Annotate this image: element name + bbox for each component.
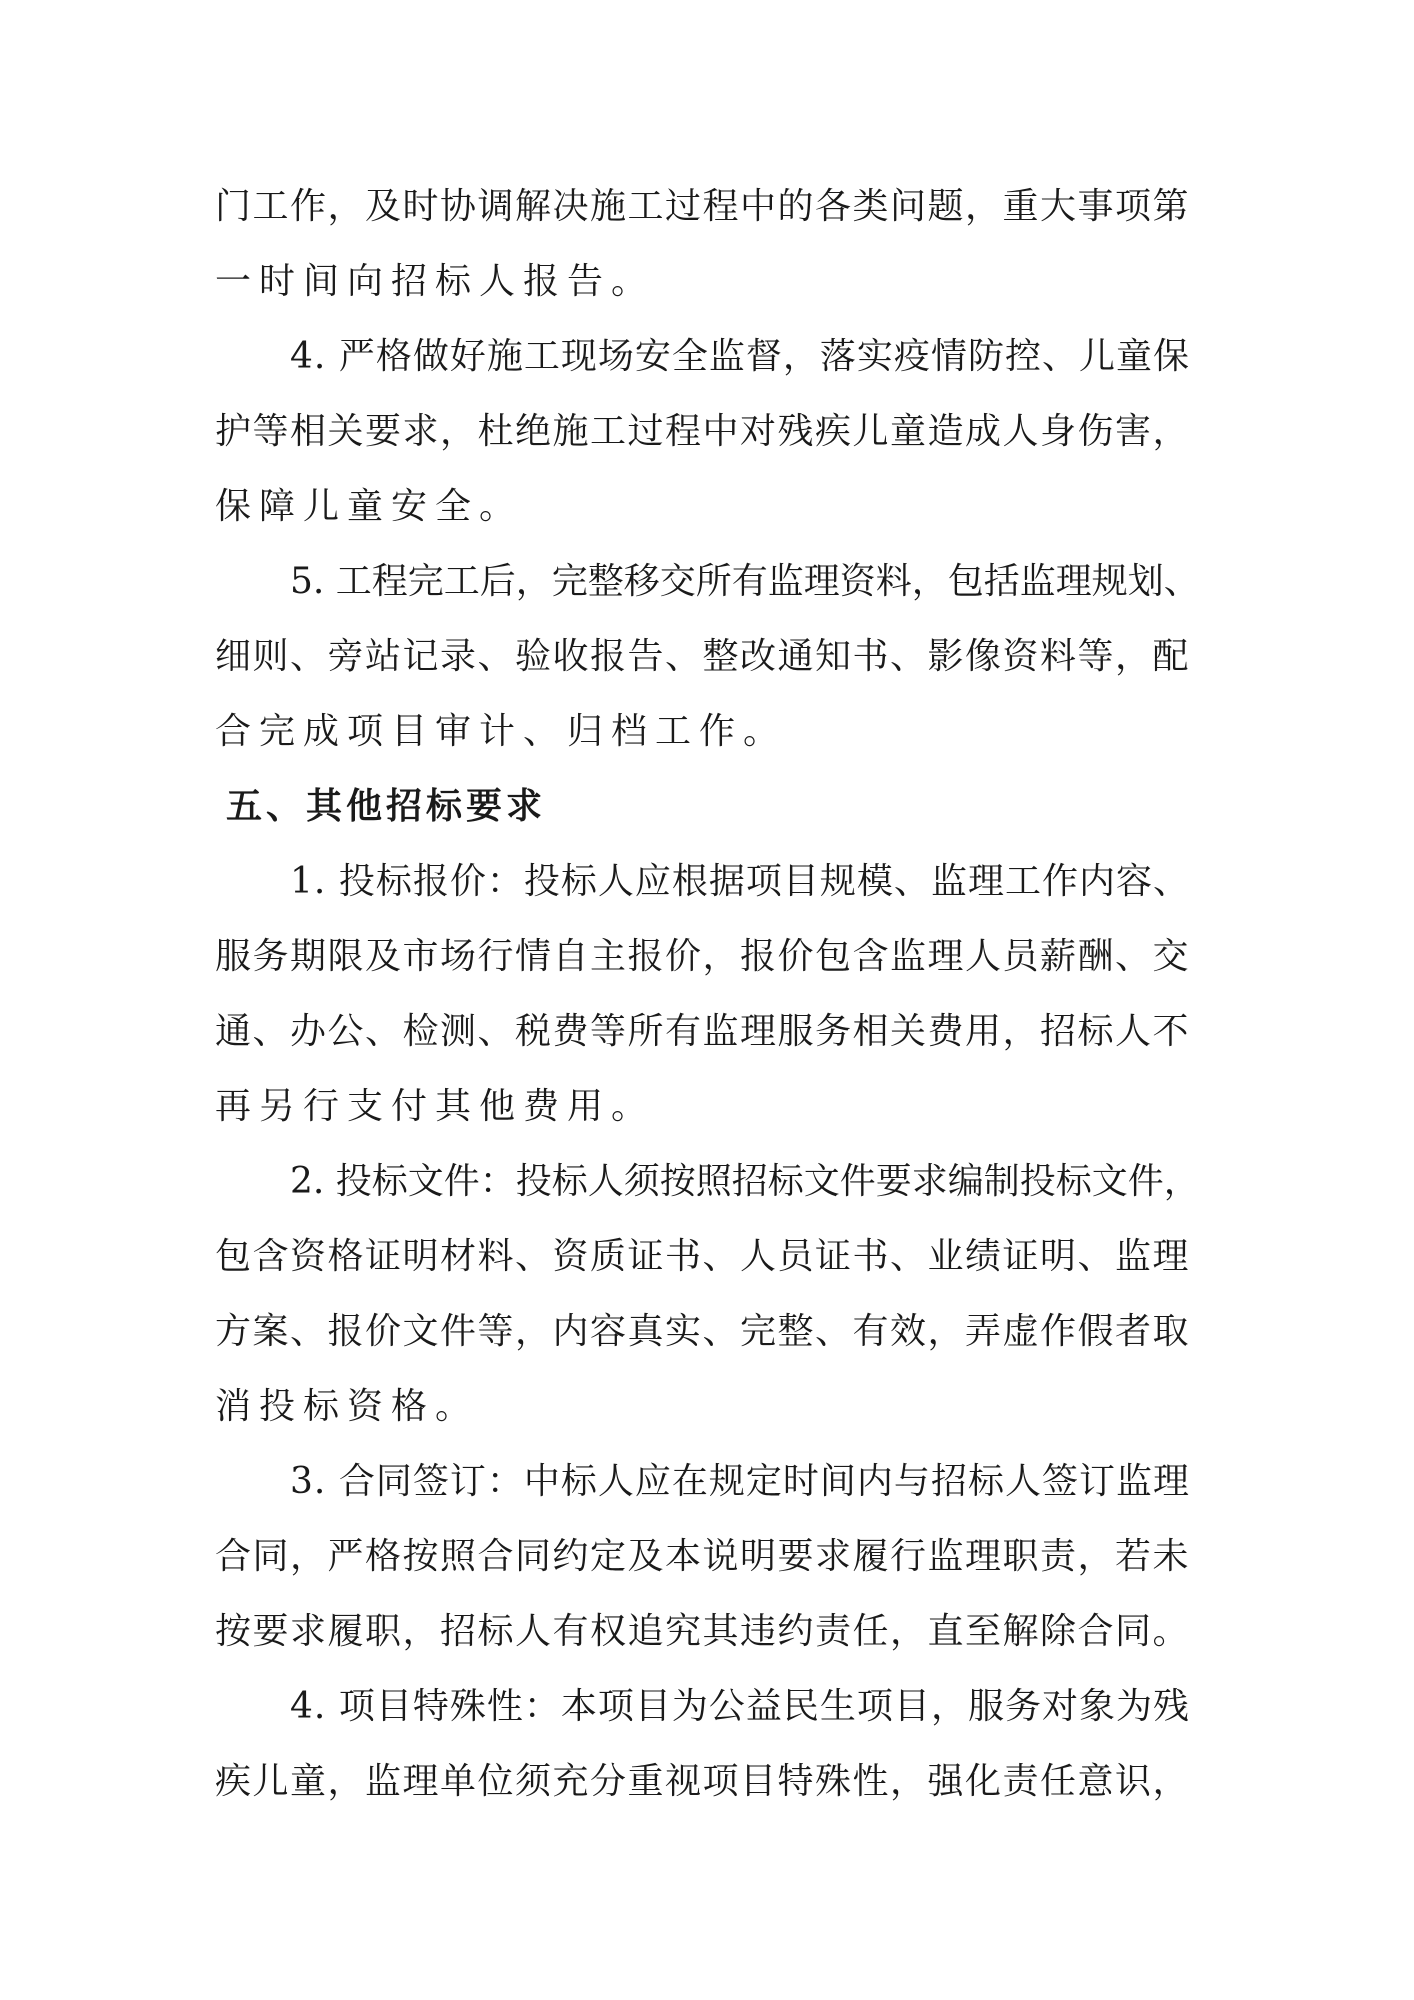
text-line: 3. 合同签订：中标人应在规定时间内与招标人签订监理: [290, 1461, 1190, 1502]
text-line: 1. 投标报价：投标人应根据项目规模、监理工作内容、: [290, 861, 1190, 902]
text-line: 门工作，及时协调解决施工过程中的各类问题，重大事项第: [215, 186, 1190, 227]
text-line: 再另行支付其他费用。: [215, 1086, 656, 1127]
text-line: 消投标资格。: [215, 1386, 480, 1427]
section-heading: 五、其他招标要求: [226, 786, 547, 827]
text-line: 合同，严格按照合同约定及本说明要求履行监理职责，若未: [215, 1536, 1190, 1577]
text-line: 4. 严格做好施工现场安全监督，落实疫情防控、儿童保: [290, 336, 1190, 377]
text-line: 服务期限及市场行情自主报价，报价包含监理人员薪酬、交: [215, 936, 1190, 977]
text-line: 通、办公、检测、税费等所有监理服务相关费用，招标人不: [215, 1011, 1190, 1052]
text-line: 疾儿童，监理单位须充分重视项目特殊性，强化责任意识，: [215, 1761, 1190, 1802]
text-line: 护等相关要求，杜绝施工过程中对残疾儿童造成人身伤害，: [215, 411, 1190, 452]
text-line: 合完成项目审计、归档工作。: [215, 711, 788, 752]
text-line: 细则、旁站记录、验收报告、整改通知书、影像资料等，配: [215, 636, 1190, 677]
text-line: 5. 工程完工后，完整移交所有监理资料，包括监理规划、: [290, 561, 1200, 602]
text-line: 按要求履职，招标人有权追究其违约责任，直至解除合同。: [215, 1611, 1190, 1652]
text-line: 保障儿童安全。: [215, 486, 524, 527]
text-line: 一时间向招标人报告。: [215, 261, 656, 302]
text-line: 4. 项目特殊性：本项目为公益民生项目，服务对象为残: [290, 1686, 1190, 1727]
text-line: 包含资格证明材料、资质证书、人员证书、业绩证明、监理: [215, 1236, 1190, 1277]
text-line: 方案、报价文件等，内容真实、完整、有效，弄虚作假者取: [215, 1311, 1190, 1352]
text-line: 2. 投标文件：投标人须按照招标文件要求编制投标文件，: [290, 1161, 1200, 1202]
